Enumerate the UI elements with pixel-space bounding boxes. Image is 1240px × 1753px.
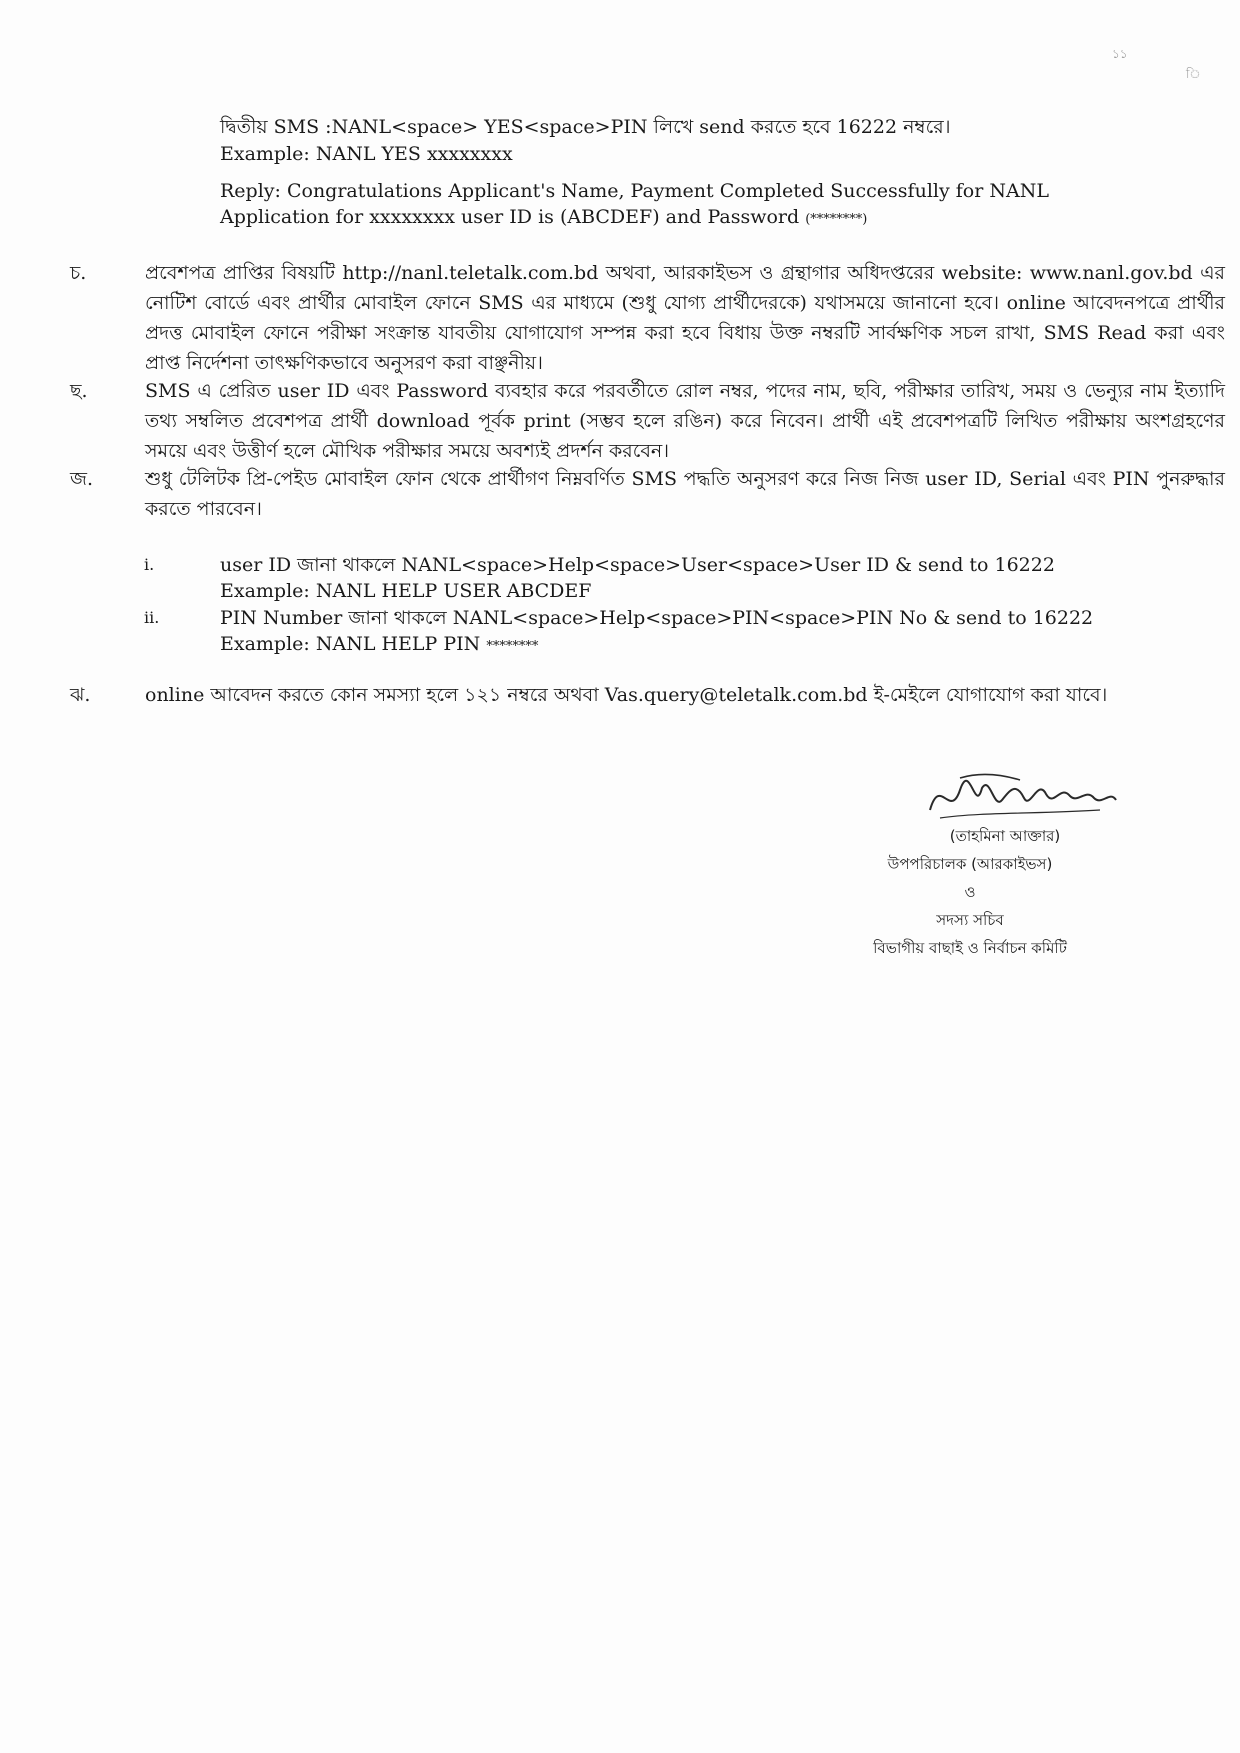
reply-text bbox=[220, 178, 1140, 233]
signatory-role: সদস্য সচিব bbox=[936, 911, 1004, 929]
list-item bbox=[70, 464, 1225, 524]
recovery-item-pin bbox=[140, 605, 1140, 659]
item-text: SMS এ প্রেরিত user ID এবং Password ব্যবহার করে পরবর্তীতে রোল নম্বর, পদের নাম, ছবি, পরীক্ষার তারিখ, সময় ও ভেন্যুর নাম ইত্যাদি তথ্য সম্বলিত প্রবেশপত্র প্রার্থী download পূর্বক print (সম্ভব হলে রঙিন) করে নিবেন। প্রার্থী এই প্রবেশপত্রটি লিখিত পরীক্ষায় অংশগ্রহণের সময়ে এবং উত্তীর্ণ হলে মৌখিক পরীক্ষার সময়ে অবশ্যই প্রদর্শন করবেন। bbox=[145, 380, 1225, 462]
sms-instructions bbox=[220, 114, 1140, 233]
item-marker: জ. bbox=[70, 468, 94, 490]
signature-block bbox=[780, 770, 1160, 970]
scan-mark: ১১ bbox=[1112, 47, 1128, 61]
reply-password-mask: (********) bbox=[805, 212, 868, 227]
list-item bbox=[70, 680, 1160, 712]
item-text: online আবেদন করতে কোন সমস্যা হলে ১২১ নম্বরে অথবা Vas.query@teletalk.com.bd ই-মেইলে যোগাযোগ করা যাবে। bbox=[145, 684, 1108, 706]
item-marker: ছ. bbox=[70, 380, 88, 402]
recovery-instruction: PIN Number জানা থাকলে NANL<space>Help<space>PIN<space>PIN No & send to 16222 bbox=[220, 607, 1094, 629]
sub-marker: i. bbox=[144, 555, 155, 574]
second-sms-line: দ্বিতীয় SMS :NANL<space> YES<space>PIN লিখে send করতে হবে 16222 নম্বরে। bbox=[220, 116, 951, 138]
reply-line-1: Reply: Congratulations Applicant's Name, Payment Completed Successfully for NANL bbox=[220, 180, 1049, 202]
sms-example: Example: NANL YES xxxxxxxx bbox=[220, 143, 513, 165]
list-item bbox=[70, 376, 1225, 466]
signatory-name: (তাহমিনা আক্তার) bbox=[949, 827, 1061, 845]
signatory-committee: বিভাগীয় বাছাই ও নির্বাচন কমিটি bbox=[873, 939, 1067, 957]
scan-mark: ি bbox=[1186, 67, 1201, 81]
recovery-item-user-id bbox=[140, 552, 1140, 606]
recovery-example: Example: NANL HELP PIN bbox=[220, 633, 481, 655]
signatory-designation: উপপরিচালক (আরকাইভস) bbox=[887, 855, 1053, 873]
pin-mask: ******** bbox=[486, 639, 539, 654]
item-text: শুধু টেলিটক প্রি-পেইড মোবাইল ফোন থেকে প্রার্থীগণ নিম্নবর্ণিত SMS পদ্ধতি অনুসরণ করে নিজ নিজ user ID, Serial এবং PIN পুনরুদ্ধার করতে পারবেন। bbox=[145, 468, 1225, 520]
item-text: প্রবেশপত্র প্রাপ্তির বিষয়টি http://nanl.teletalk.com.bd অথবা, আরকাইভস ও গ্রন্থাগার অধিদপ্তরের website: www.nanl.gov.bd এর নোটিশ বোর্ডে এবং প্রার্থীর মোবাইল ফোনে SMS এর মাধ্যমে (শুধু যোগ্য প্রার্থীদেরকে) যথাসময়ে জানানো হবে। online আবেদনপত্রে প্রার্থীর প্রদত্ত মোবাইল ফোনে পরীক্ষা সংক্রান্ত যাবতীয় যোগাযোগ সম্পন্ন করা হবে বিধায় উক্ত নম্বরটি সার্বক্ষণিক সচল রাখা, SMS Read করা এবং প্রাপ্ত নির্দেশনা তাৎক্ষণিকভাবে অনুসরণ করা বাঞ্ছনীয়। bbox=[145, 262, 1225, 374]
list-item bbox=[70, 258, 1225, 378]
handwritten-signature bbox=[920, 770, 1120, 830]
item-marker: চ. bbox=[70, 262, 87, 284]
sub-marker: ii. bbox=[144, 608, 160, 627]
item-marker: ঝ. bbox=[70, 684, 91, 706]
signatory-conjunction: ও bbox=[964, 883, 976, 901]
recovery-instruction: user ID জানা থাকলে NANL<space>Help<space>User<space>User ID & send to 16222 bbox=[220, 554, 1055, 576]
reply-line-2: Application for xxxxxxxx user ID is (ABCDEF) and Password bbox=[220, 206, 800, 228]
recovery-example: Example: NANL HELP USER ABCDEF bbox=[220, 580, 592, 602]
